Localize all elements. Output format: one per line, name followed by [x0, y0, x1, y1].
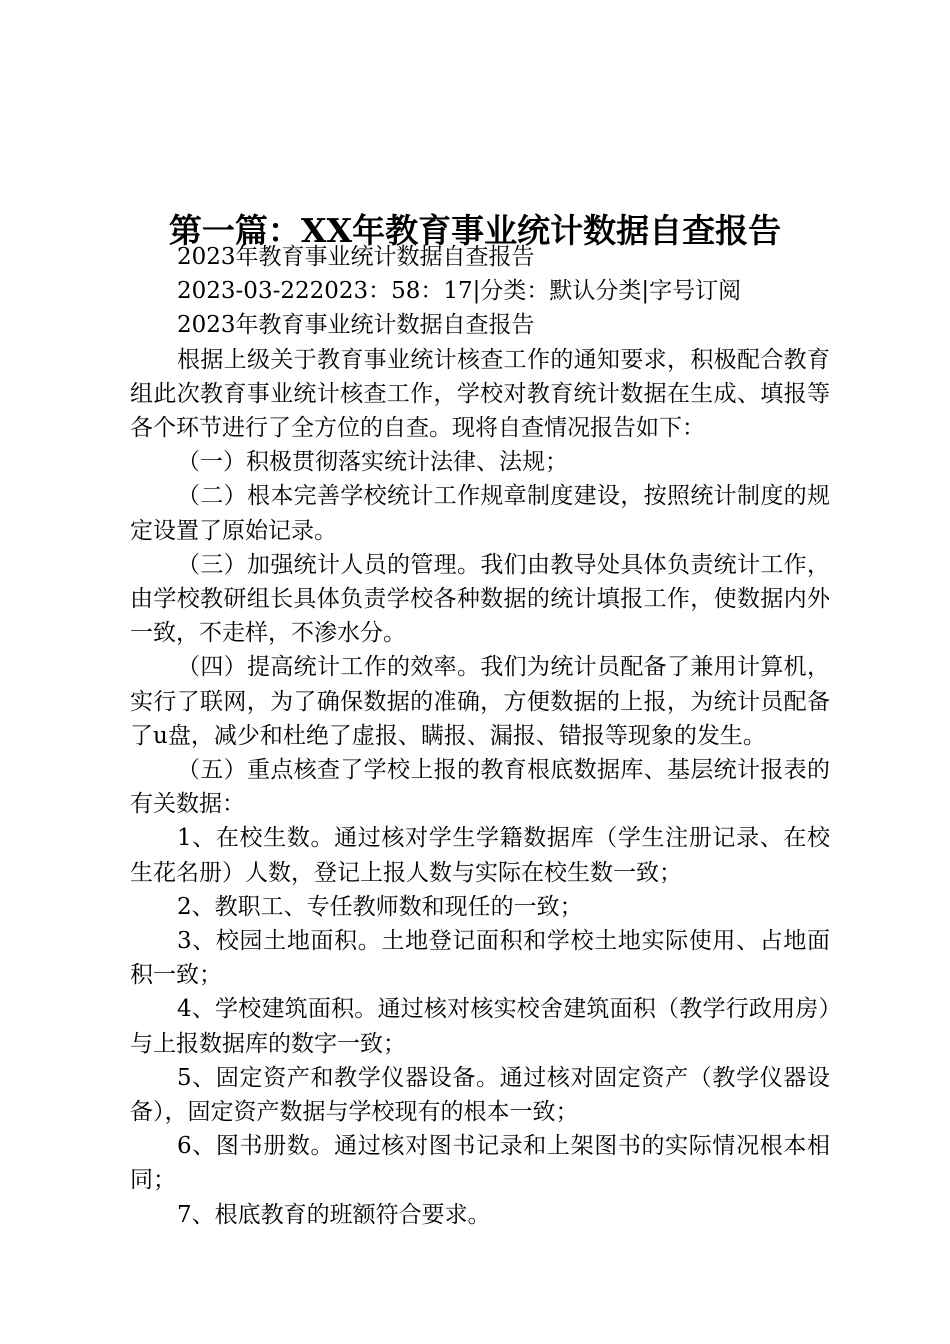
document-title: 第一篇：XX年教育事业统计数据自查报告	[168, 211, 782, 251]
document-body	[130, 240, 830, 1232]
section-four: （四）提高统计工作的效率。我们为统计员配备了兼用计算机，实行了联网，为了确保数据的准确，方便数据的上报，为统计员配备了u盘，减少和杜绝了虚报、瞒报、漏报、错报等现象的发生。	[130, 654, 830, 749]
subtitle-line: 2023年教育事业统计数据自查报告	[177, 244, 535, 270]
item-2: 2、教职工、专任教师数和现任的一致；	[177, 893, 583, 920]
section-two: （二）根本完善学校统计工作规章制度建设，按照统计制度的规定设置了原始记录。	[130, 483, 830, 544]
item-7: 7、根底教育的班额符合要求。	[177, 1201, 491, 1228]
item-4: 4、学校建筑面积。通过核对核实校舍建筑面积（教学行政用房）与上报数据库的数字一致；	[130, 996, 830, 1057]
item-5: 5、固定资产和教学仪器设备。通过核对固定资产（教学仪器设备），固定资产数据与学校现有的根本一致；	[130, 1064, 830, 1126]
section-one: （一）积极贯彻落实统计法律、法规；	[177, 449, 568, 476]
item-6: 6、图书册数。通过核对图书记录和上架图书的实际情况根本相同；	[130, 1133, 830, 1194]
subtitle-repeat-line: 2023年教育事业统计数据自查报告	[177, 312, 535, 339]
section-three: （三）加强统计人员的管理。我们由教导处具体负责统计工作，由学校教研组长具体负责学校各种数据的统计填报工作，使数据内外一致，不走样，不渗水分。	[130, 551, 830, 647]
meta-line: 2023-03-222023：58：17|分类：默认分类|字号订阅	[177, 278, 742, 305]
intro-paragraph: 根据上级关于教育事业统计核查工作的通知要求，积极配合教育组此次教育事业统计核查工作，学校对教育统计数据在生成、填报等各个环节进行了全方位的自查。现将自查情况报告如下：	[130, 346, 830, 442]
section-five: （五）重点核查了学校上报的教育根底数据库、基层统计报表的有关数据：	[130, 757, 830, 818]
item-3: 3、校园土地面积。土地登记面积和学校土地实际使用、占地面积一致；	[130, 928, 830, 989]
item-1: 1、在校生数。通过核对学生学籍数据库（学生注册记录、在校生花名册）人数，登记上报人数与实际在校生数一致；	[130, 825, 830, 886]
